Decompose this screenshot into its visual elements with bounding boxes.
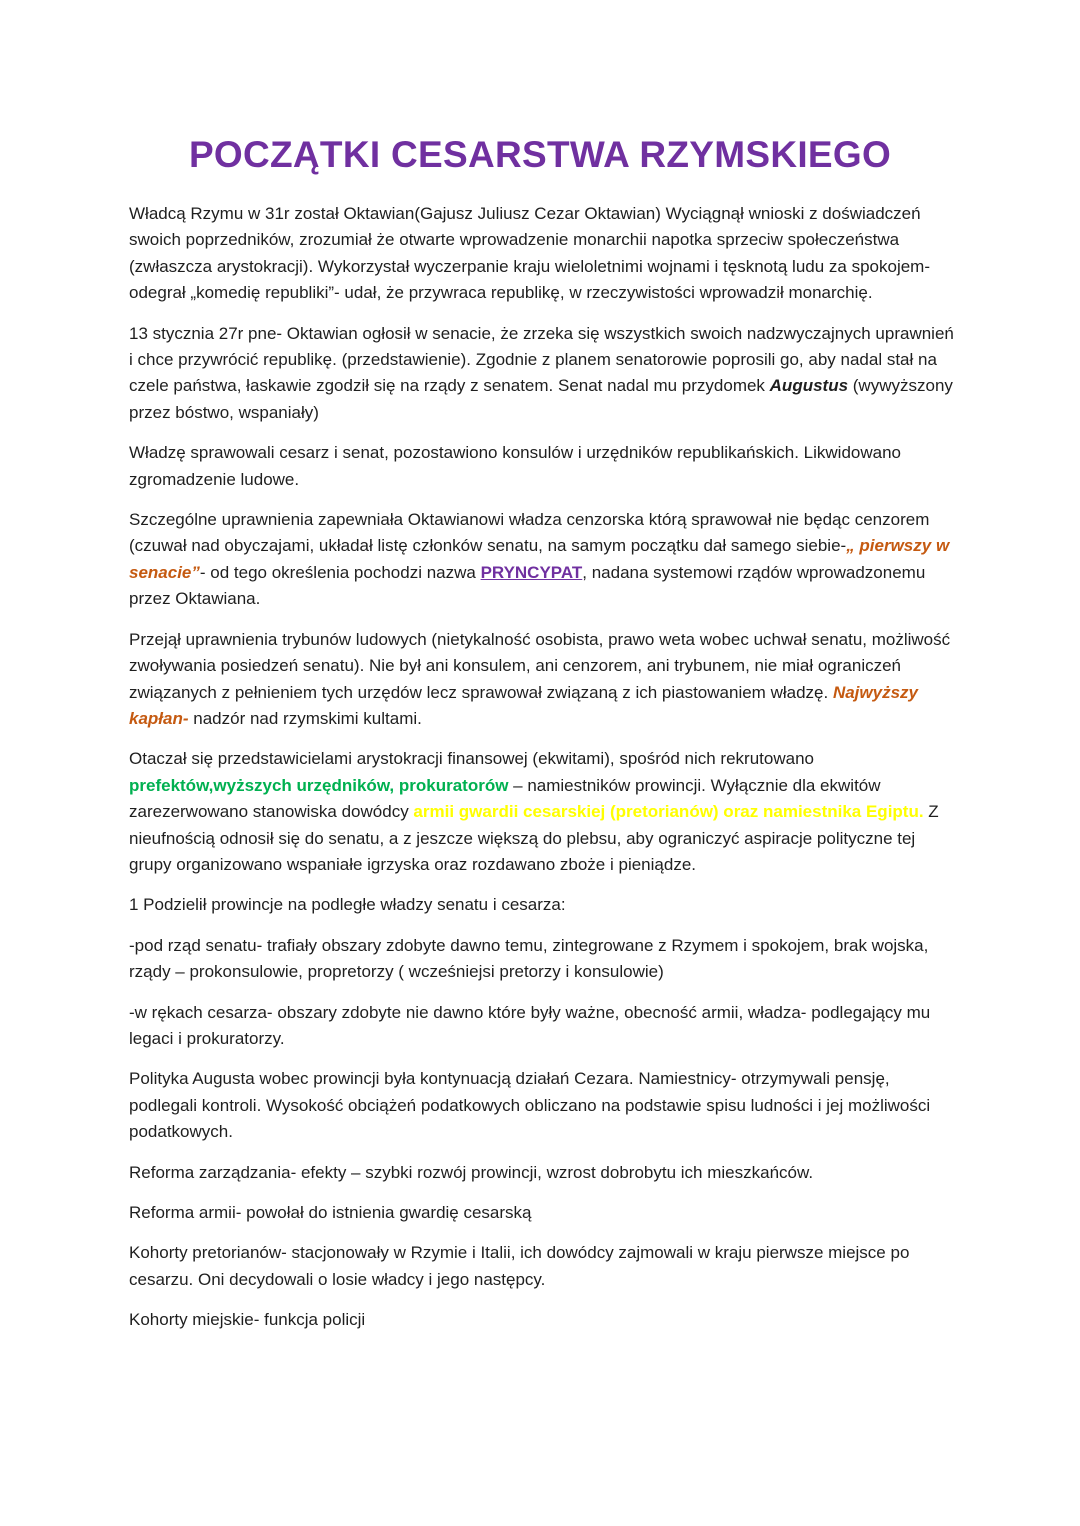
paragraph-province-policy — [129, 1066, 955, 1145]
paragraph-text: -pod rząd senatu- trafiały obszary zdobyte dawno temu, zintegrowane z Rzymem i spokojem, brak wojska, rządy – prokonsulowie, propretorzy ( wcześniejsi pretorzy i konsulowie) — [129, 935, 929, 982]
praetorian-highlight: armii gwardii cesarskiej (pretorianów) oraz namiestnika Egiptu. — [413, 802, 924, 822]
paragraph-27bc-senate — [129, 321, 955, 427]
paragraph-text: nadzór nad rzymskimi kultami. — [188, 708, 422, 728]
paragraph-text: Otaczał się przedstawicielami arystokracji finansowej (ekwitami), spośród nich rekrutowano — [129, 749, 814, 769]
page-title: POCZĄTKI CESARSTWA RZYMSKIEGO — [188, 134, 892, 175]
paragraph-censor-power — [129, 507, 955, 613]
document-body — [129, 201, 955, 1348]
paragraph-praetorian-cohorts — [129, 1240, 955, 1293]
paragraph-text: (wywyższony przez bóstwo, wspaniały) — [129, 376, 953, 422]
paragraph-text: – namiestników prowincji. Wyłącznie dla ekwitów zarezerwowano stanowiska dowódcy — [129, 775, 881, 822]
paragraph-text: -w rękach cesarza- obszary zdobyte nie dawno które były ważne, obecność armii, władza- podlegający mu legaci i prokuratorzy. — [129, 1002, 931, 1048]
paragraph-power-sharing — [129, 440, 955, 493]
paragraph-text: Przejął uprawnienia trybunów ludowych (nietykalność osobista, prawo weta wobec uchwał senatu, możliwość zwoływania posiedzeń senatu). Nie był ani konsulem, ani cenzorem, ani trybunem, nie miał ograniczeń związanych z pełnieniem tych urzędów lecz sprawował związaną z ich piastowaniem władzę. — [129, 629, 951, 702]
paragraph-text: - od tego określenia pochodzi nazwa — [199, 562, 481, 582]
paragraph-admin-reform — [129, 1160, 955, 1186]
paragraph-text: Władcą Rzymu w 31r został Oktawian(Gajusz Juliusz Cezar Oktawian) Wyciągnął wnioski z doświadczeń swoich poprzedników, zrozumiał że otwarte wprowadzenie monarchii napotka sprzeciw społeczeństwa (zwłaszcza arystokracji). Wykorzystał wyczerpanie kraju wieloletnimi wojnami i tęsknotą ludu za spokojem- odegrał „komedię republiki”- udał, że przywraca republikę, w rzeczywistości wprowadził monarchię. — [129, 204, 931, 303]
augustus-emphasis: Augustus — [769, 376, 849, 396]
paragraph-text: Kohorty miejskie- funkcja policji — [129, 1310, 366, 1330]
paragraph-text: Władzę sprawowali cesarz i senat, pozostawiono konsulów i urzędników republikańskich. Likwidowano zgromadzenie ludowe. — [129, 443, 901, 489]
principate-term: PRYNCYPAT — [480, 562, 583, 582]
paragraph-text: , nadana systemowi rządów wprowadzonemu przez Oktawiana. — [129, 562, 926, 609]
paragraph-text: Kohorty pretorianów- stacjonowały w Rzymie i Italii, ich dowódcy zajmowali w kraju pierwsze miejsce po cesarzu. Oni decydowali o losie władcy i jego następcy. — [129, 1243, 910, 1289]
paragraph-octavian-ruler — [129, 201, 955, 307]
paragraph-army-reform — [129, 1200, 955, 1226]
first-in-senate-emphasis: „ pierwszy w senacie” — [129, 536, 950, 582]
paragraph-urban-cohorts — [129, 1307, 955, 1333]
paragraph-text: Reforma zarządzania- efekty – szybki rozwój prowincji, wzrost dobrobytu ich mieszkańców. — [129, 1162, 814, 1182]
paragraph-text: Z nieufnością odnosił się do senatu, a z jeszcze większą do plebsu, aby ograniczyć aspiracje polityczne tej grupy organizowano wspaniałe igrzyska oraz rozdawano zboże i pieniądze. — [129, 802, 939, 874]
paragraph-text: 13 stycznia 27r pne- Oktawian ogłosił w senacie, że zrzeka się wszystkich swoich nadzwyczajnych uprawnień i chce przywrócić republikę. (przedstawienie). Zgodnie z planem senatorowie poprosili go, aby nadal stał na czele państwa, łaskawie zgodził się na rządy z senatem. Senat nadal mu przydomek — [129, 323, 954, 396]
officials-emphasis: prefektów,wyższych urzędników, prokuratorów — [129, 775, 509, 795]
paragraph-tribune-powers — [129, 627, 955, 733]
paragraph-provinces-division — [129, 892, 955, 918]
high-priest-emphasis: Najwyższy kapłan- — [129, 682, 918, 728]
paragraph-senate-provinces — [129, 933, 955, 986]
paragraph-equites — [129, 746, 955, 878]
paragraph-text: Szczególne uprawnienia zapewniała Oktawianowi władza cenzorska którą sprawował nie będąc cenzorem (czuwał nad obyczajami, układał listę członków senatu, na samym początku dał samego siebie- — [129, 510, 930, 556]
paragraph-text: Polityka Augusta wobec prowincji była kontynuacją działań Cezara. Namiestnicy- otrzymywali pensję, podlegali kontroli. Wysokość obciążeń podatkowych obliczano na podstawie spisu ludności i jej możliwości podatkowych. — [129, 1069, 931, 1142]
paragraph-text: Reforma armii- powołał do istnienia gwardię cesarską — [129, 1203, 532, 1222]
paragraph-emperor-provinces — [129, 1000, 955, 1053]
paragraph-text: 1 Podzielił prowincje na podległe władzy senatu i cesarza: — [129, 895, 566, 915]
